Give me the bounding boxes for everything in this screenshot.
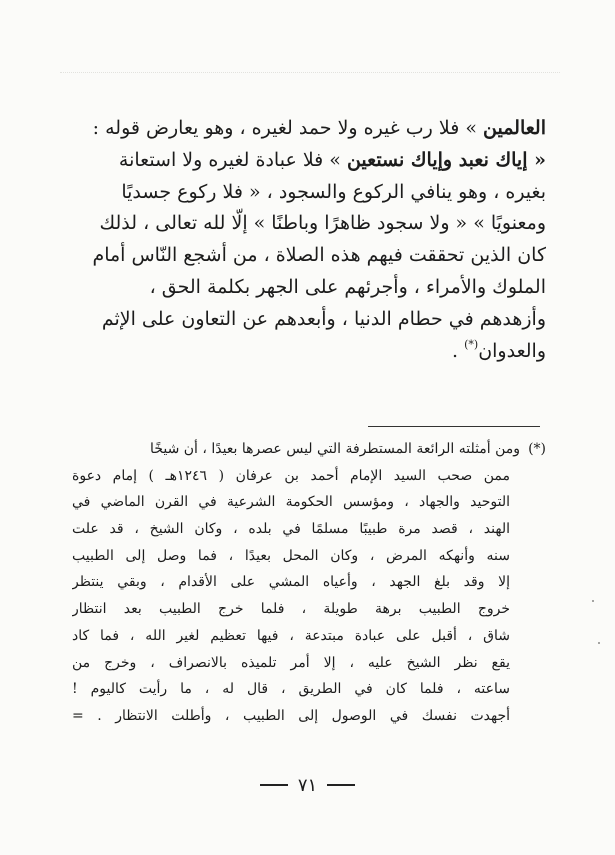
footnote-line: سنه وأنهكه المرض ، وكان المحل بعيدًا ، فما وصل إلى الطبيب (72, 547, 510, 564)
body-line: كان الذين تحققت فيهم هذه الصلاة ، من أشجع النّاس أمام (92, 244, 546, 267)
footnote (72, 436, 546, 730)
main-body-text (70, 113, 546, 367)
footnote-line: إلا وقد بلغ الجهد ، وأعياه المشي على الأقدام ، وبقي ينتظر (72, 574, 510, 591)
page-number-value: ٧١ (297, 774, 318, 796)
footnote-marker: (*) (528, 441, 546, 457)
footnote-line: أجهدت نفسك في الوصول إلى الطبيب ، وأطلت الانتظار . = (72, 707, 510, 724)
footnote-line: يقع نظر الشيخ عليه ، إلا أمر تلميذه بالانصراف ، وخرج من (72, 654, 510, 671)
body-line: وأزهدهم في حطام الدنيا ، وأبعدهم عن التعاون على الإثم (101, 307, 546, 330)
body-line: العالمين » فلا رب غيره ولا حمد لغيره ، وهو يعارض قوله : (92, 117, 546, 139)
footnote-line: شاق ، أقبل على عبادة مبتدعة ، فيها تعظيم لغير الله ، فما كاد (72, 627, 510, 644)
footnote-line: ممن صحب السيد الإمام أحمد بن عرفان ( ١٢٤٦هـ ) إمام دعوة (72, 467, 510, 484)
scan-speck (592, 600, 594, 602)
body-line: ومعنويًا » « ولا سجود ظاهرًا وباطنًا » إلّا لله تعالى ، لذلك (99, 212, 546, 235)
body-line: الملوك والأمراء ، وأجرئهم على الجهر بكلمة الحق ، (149, 275, 546, 298)
body-line: بغيره ، وهو ينافي الركوع والسجود ، « فلا ركوع جسديًا (121, 180, 546, 203)
footnote-reference: (*) (464, 337, 479, 351)
footnote-line: ساعته ، فلما كان في الطريق ، قال له ، ما رأيت كاليوم ! (72, 681, 510, 698)
footnote-line: (*)ومن أمثلته الرائعة المستطرفة التي ليس عصرها بعيدًا ، أن شيخًا (150, 441, 546, 457)
scan-speck (598, 642, 600, 644)
body-line: والعدوان(*) . (452, 337, 546, 362)
footnote-separator (368, 426, 540, 427)
footnote-line: خروج الطبيب برهة طويلة ، فلما خرج الطبيب بعد انتظار (72, 601, 510, 618)
footnote-line: التوحيد والجهاد ، ومؤسس الحكومة الشرعية في القرن الماضي في (72, 494, 510, 511)
body-line: « إياك نعبد وإياك نستعين » فلا عبادة لغيره ولا استعانة (118, 148, 546, 171)
page-number (230, 770, 385, 800)
footnote-line: الهند ، قصد مرة طبيبًا مسلمًا في بلده ، وكان الشيخ ، قد علت (72, 521, 510, 538)
page-number-dash (260, 784, 288, 786)
page-top-edge (60, 72, 560, 73)
page-number-dash (327, 784, 355, 786)
